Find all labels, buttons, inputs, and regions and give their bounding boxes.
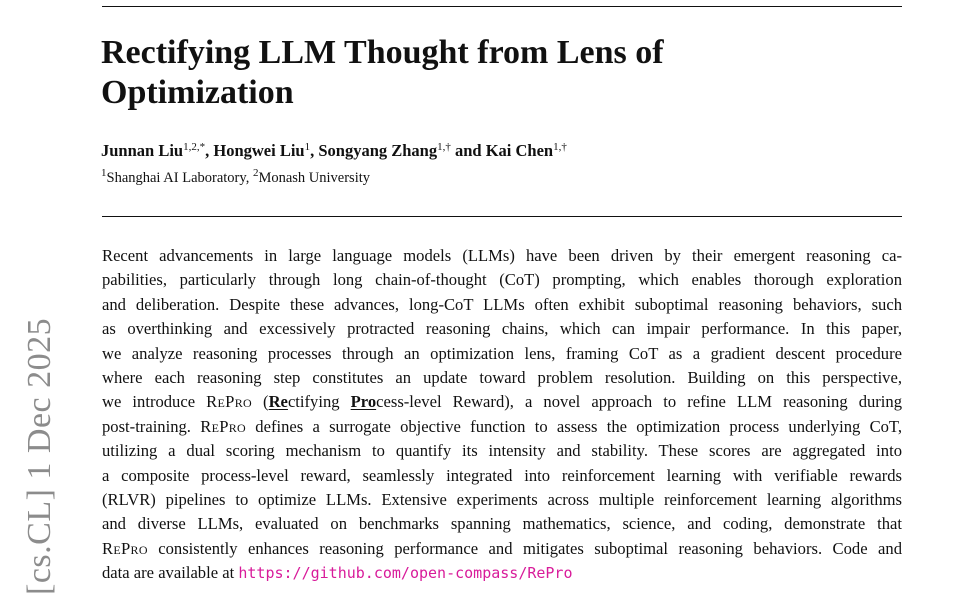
abstract-line: we analyze reasoning processes through an optimization lens, framing CoT as a gradient descent procedure	[102, 343, 902, 363]
title-line-2: Optimization	[101, 74, 294, 111]
arxiv-side-stamp: [cs.CL] 1 Dec 2025	[21, 317, 58, 595]
code-repo-link[interactable]: https://github.com/open-compass/RePro	[238, 564, 573, 583]
author-affil-mark: 1,2,*	[183, 141, 206, 153]
text-run: ctifying	[287, 392, 351, 412]
affiliation-name: Monash University	[258, 170, 370, 186]
affil-mark: 2	[252, 167, 259, 179]
author-affil-mark: 1,†	[437, 141, 451, 153]
abstract-line: utilizing a dual scoring mechanism to quantify its intensity and stability. These scores are aggregated into	[102, 441, 902, 461]
affiliations	[101, 168, 370, 188]
text-run: (	[251, 392, 269, 412]
affil-mark: 1	[101, 167, 107, 179]
abstract-line: and deliberation. Despite these advances, long-CoT LLMs often exhibit suboptimal reasoning behaviors, such	[102, 294, 902, 314]
author-separator: ,	[205, 141, 214, 160]
method-name: RePro	[200, 416, 247, 436]
title-line-1: Rectifying LLM Thought from Lens of	[101, 34, 664, 71]
abstract-line: pabilities, particularly through long chain-of-thought (CoT) prompting, which enables thorough exploration	[102, 270, 902, 290]
author-name: Hongwei Liu	[213, 141, 305, 160]
acronym-highlight: Pro	[350, 392, 377, 412]
author-affil-mark: 1	[304, 141, 311, 153]
abstract-line: and diverse LLMs, evaluated on benchmarks spanning mathematics, science, and coding, demonstrate that	[102, 514, 902, 534]
author-name: Kai Chen	[485, 141, 554, 160]
abstract-line	[102, 561, 902, 585]
abstract-line: where each reasoning step constitutes an update toward problem resolution. Building on this perspective,	[102, 367, 902, 387]
method-name: RePro	[102, 538, 148, 558]
author-separator: and	[450, 141, 486, 160]
abstract-line: as overthinking and excessively protracted reasoning chains, which can impair performance. In this paper,	[102, 319, 902, 339]
author-list	[101, 140, 901, 162]
acronym-highlight: Re	[268, 392, 288, 412]
text-run: cess-level Reward), a novel approach to refine LLM reasoning during	[376, 392, 903, 412]
abstract-line	[102, 537, 902, 561]
text-run: post-training.	[102, 416, 201, 436]
abstract	[102, 244, 902, 585]
author-name: Junnan Liu	[101, 141, 184, 160]
author-affil-mark: 1,†	[553, 141, 567, 153]
abstract-line: (RLVR) pipelines to optimize LLMs. Extensive experiments across multiple reinforcement learning algorithms	[102, 489, 902, 509]
paper-title	[101, 33, 891, 113]
section-rule	[102, 216, 902, 217]
abstract-line: a composite process-level reward, seamlessly integrated into reinforcement learning with verifiable rewards	[102, 465, 902, 485]
method-name: RePro	[206, 392, 252, 412]
abstract-line	[102, 415, 902, 439]
affil-separator: ,	[245, 170, 253, 186]
abstract-line	[102, 390, 902, 414]
author-name: Songyang Zhang	[318, 141, 438, 160]
author-separator: ,	[310, 141, 319, 160]
text-run: defines a surrogate objective function to assess the optimization process underlying CoT,	[246, 416, 902, 436]
abstract-line: Recent advancements in large language models (LLMs) have been driven by their emergent reasoning ca-	[102, 246, 902, 265]
text-run: we introduce	[102, 392, 207, 412]
text-run: consistently enhances reasoning performance and mitigates suboptimal reasoning behaviors. Code and	[147, 538, 902, 558]
affiliation-name: Shanghai AI Laboratory	[106, 170, 246, 186]
top-rule	[102, 6, 902, 7]
text-run: data are available at	[102, 563, 239, 583]
